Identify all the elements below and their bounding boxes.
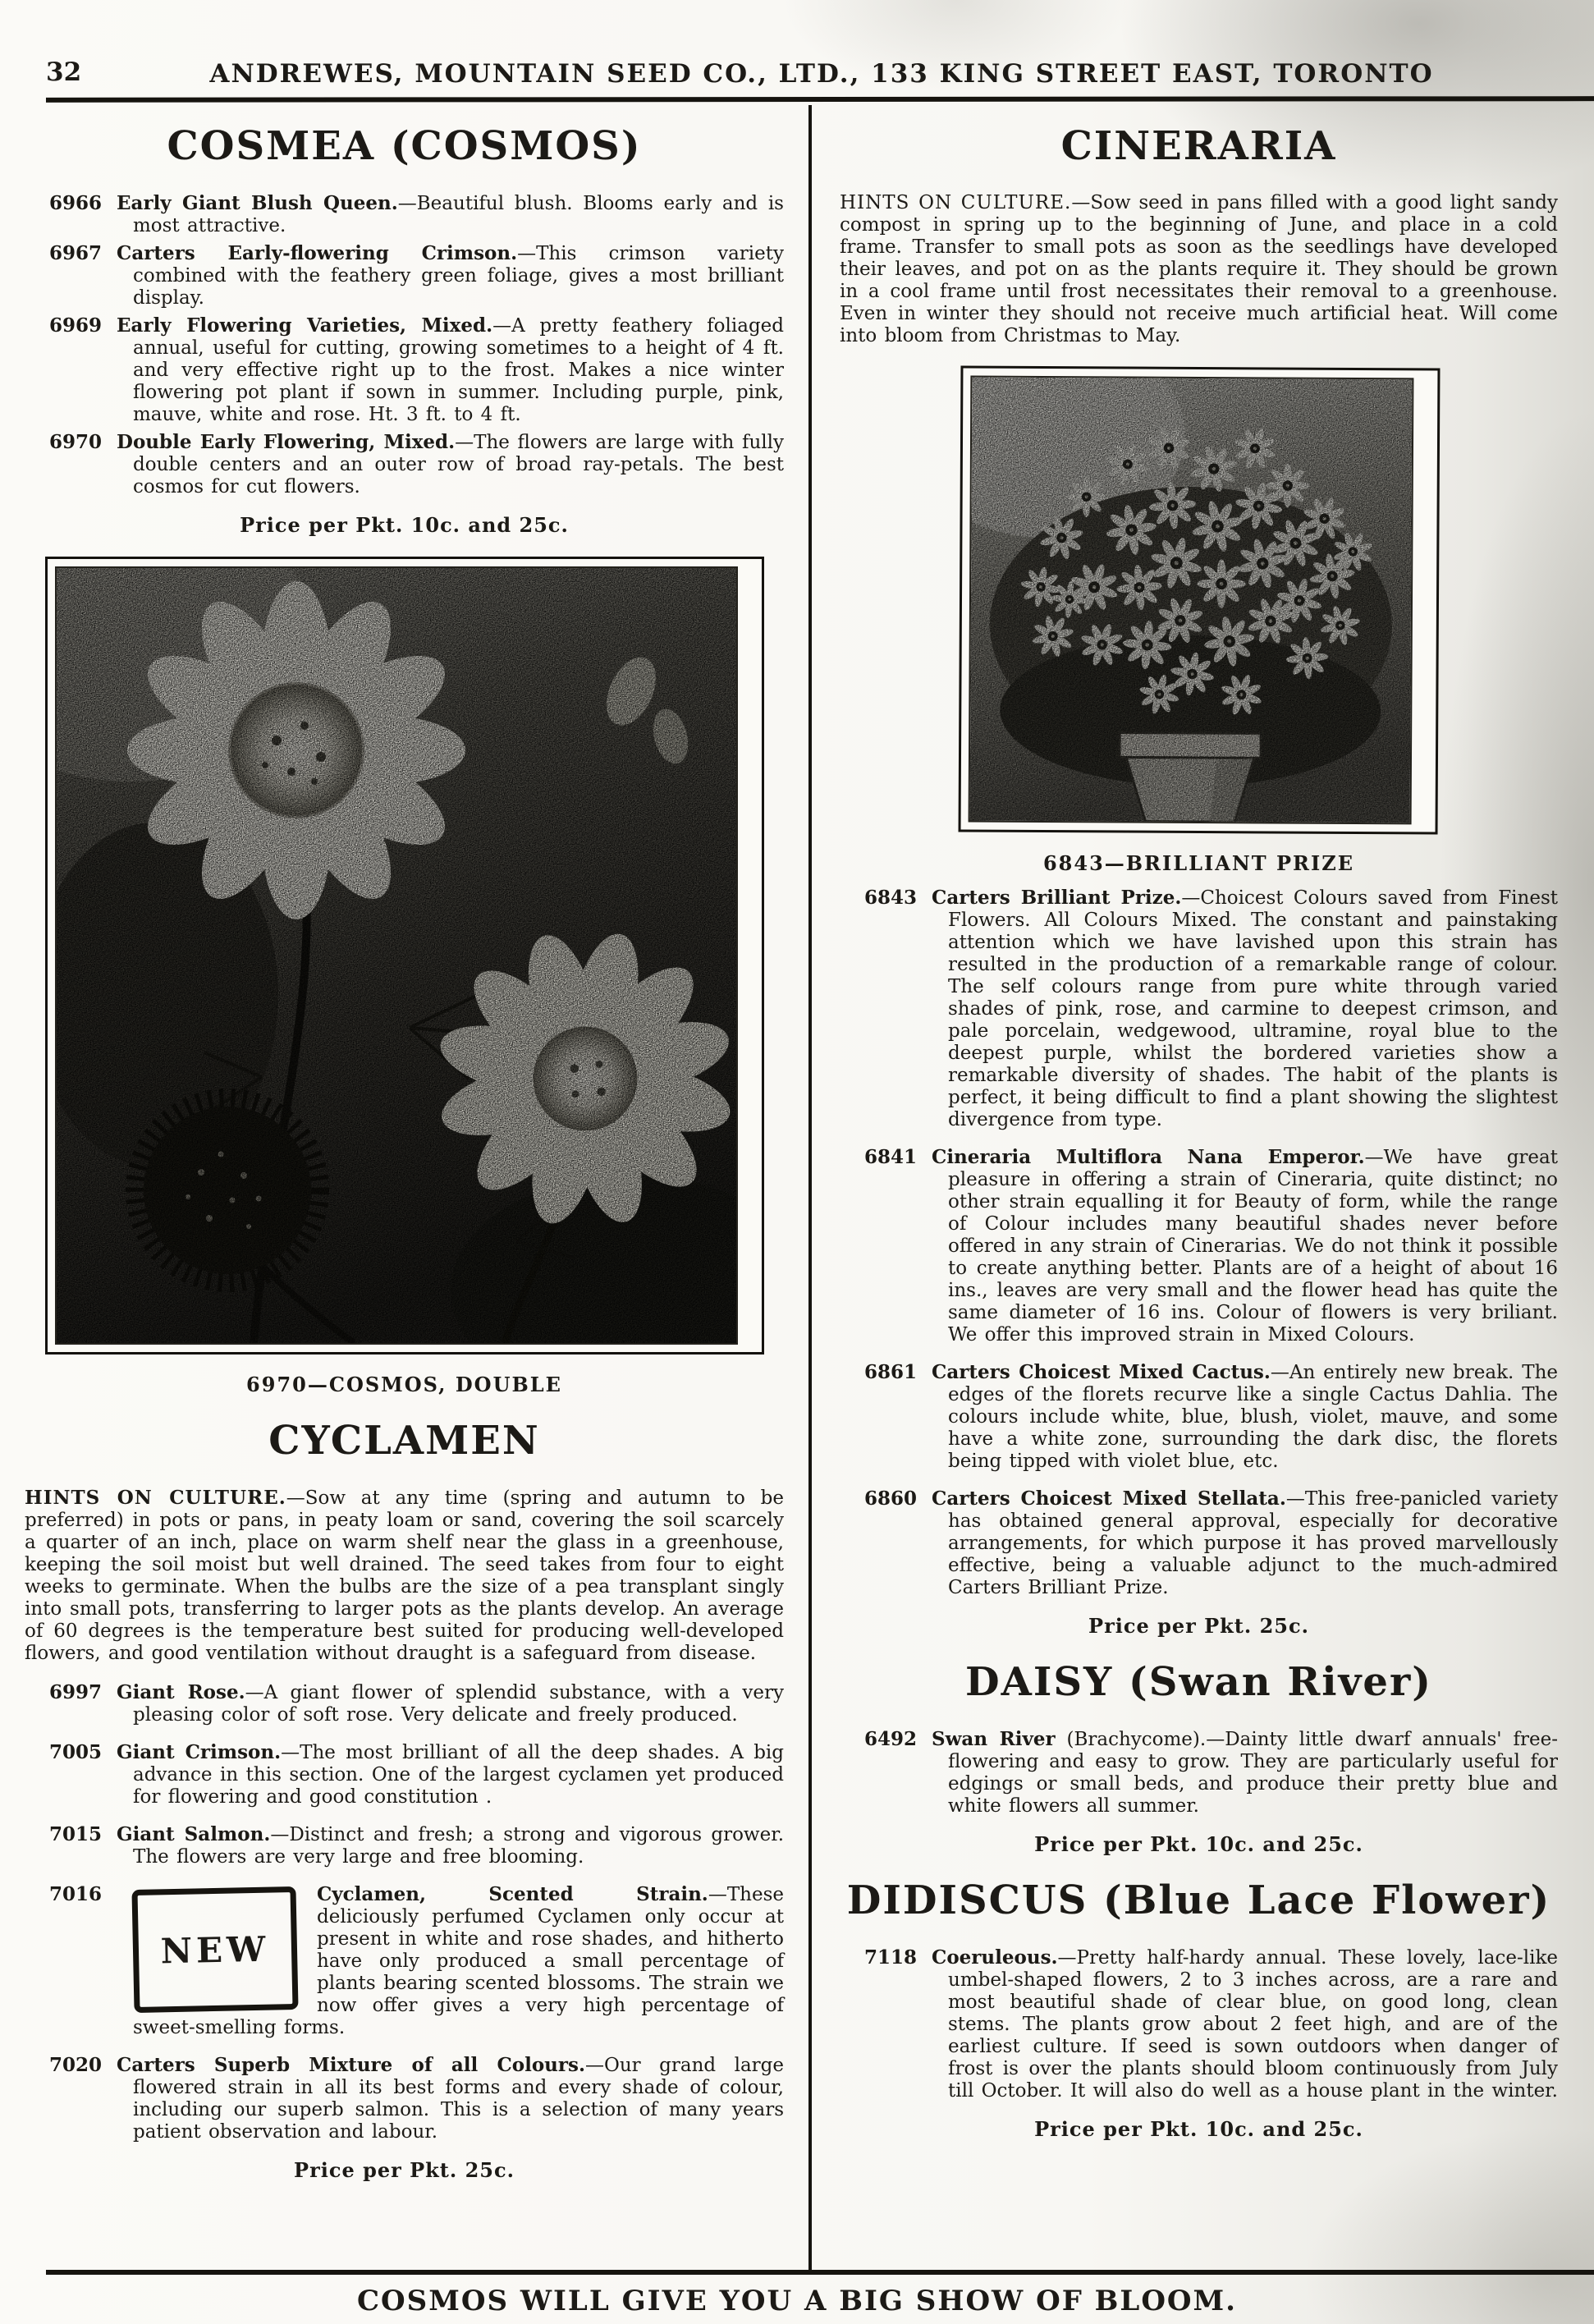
cosmos-photo <box>45 557 764 1355</box>
entry-description: —An entirely new break. The edges of the florets recurve like a single Cactus Dahlia. The colours include white, blue, blush, violet, mauve, and some have a white zone, surrounding the dark disc, the florets being tipped with violet blue, etc. <box>948 1362 1558 1472</box>
entry-number: 6861 <box>864 1361 918 1383</box>
footer-rule <box>46 2270 1594 2275</box>
entry-name: Giant Salmon. <box>117 1823 271 1845</box>
entry-name: Carters Brilliant Prize. <box>932 887 1182 909</box>
cineraria-photo-illustration <box>968 376 1413 825</box>
page-header <box>0 0 1594 97</box>
cineraria-photo <box>958 365 1440 834</box>
section-title-cineraria: CINERARIA <box>1060 123 1337 169</box>
entry-number: 7020 <box>49 2054 103 2076</box>
entry-name: Carters Choicest Mixed Cactus. <box>932 1361 1271 1383</box>
catalog-entry-6967 <box>25 242 784 309</box>
catalog-entry-6970 <box>25 431 784 498</box>
photo-caption: 6970—COSMOS, DOUBLE <box>246 1373 562 1396</box>
entry-number: 6970 <box>49 431 103 453</box>
entry-name: Double Early Flowering, Mixed. <box>117 431 456 453</box>
two-column-layout <box>0 105 1594 2270</box>
section-title-didiscus: DIDISCUS (Blue Lace Flower) <box>846 1877 1551 1923</box>
right-column <box>812 105 1594 2270</box>
photo-caption: 6843—BRILLIANT PRIZE <box>1042 851 1355 875</box>
section-title-daisy: DAISY (Swan River) <box>965 1659 1432 1705</box>
catalog-entry-6492 <box>840 1728 1558 1817</box>
entry-description: —Our grand large flowered strain in all its best forms and every shade of colour, including our superb salmon. This is a selection of many years patient observation and labour. <box>133 2055 784 2143</box>
hints-on-culture-cineraria <box>840 192 1558 347</box>
catalog-entry-6861 <box>840 1361 1558 1473</box>
catalog-entry-6841 <box>840 1146 1558 1346</box>
section-title-cyclamen: CYCLAMEN <box>268 1418 540 1464</box>
catalog-entry-7016 <box>25 1883 784 2039</box>
entry-name: Cyclamen, Scented Strain. <box>317 1883 708 1905</box>
entry-number: 7016 <box>49 1883 103 1905</box>
catalog-entry-6843 <box>840 887 1558 1131</box>
header-rule <box>46 96 1594 103</box>
entry-name: Carters Choicest Mixed Stellata. <box>932 1487 1286 1510</box>
entry-description: —A giant flower of splendid substance, with a very pleasing color of soft rose. Very delicate and freely produced. <box>133 1682 784 1726</box>
entry-description: —These deliciously perfumed Cyclamen only occur at present in white and rose shades, and hitherto have only produced a small percentage of plants bearing scented blossoms. The strain we now offer gives a very high percentage of sweet-smelling forms. <box>133 1884 784 2038</box>
entry-name: Early Flowering Varieties, Mixed. <box>117 314 493 337</box>
entry-number: 6841 <box>864 1146 918 1168</box>
entry-number: 6997 <box>49 1681 103 1703</box>
entry-description: —Distinct and fresh; a strong and vigorous grower. The flowers are very large and free blooming. <box>133 1824 784 1868</box>
page-number: 32 <box>46 57 82 87</box>
entry-description: —The most brilliant of all the deep shades. A big advance in this section. One of the largest cyclamen yet produced for flowering and good constitution . <box>133 1742 784 1808</box>
entry-name: Giant Rose. <box>117 1681 245 1703</box>
price-line: Price per Pkt. 10c. and 25c. <box>1034 2117 1363 2141</box>
hints-text: —Sow seed in pans filled with a good light sandy compost in spring up to the beginning of June, and place in a cold frame. Transfer to small pots as soon as the seedlings have developed their leaves, and pot on as the plants require it. They should be grown in a cool frame until frost necessitates their removal to a greenhouse. Even in winter they should not receive much artificial heat. Will come into bloom from Christmas to May. <box>840 192 1558 346</box>
entry-description: —Choicest Colours saved from Finest Flowers. All Colours Mixed. The constant and painstaking attention which we have lavished upon this strain has resulted in the production of a remarkable range of colour. The self colours range from pure white through varied shades of pink, rose, and carmine to deepest crimson, and pale porcelain, wedgewood, ultramine, royal blue to the deepest purple, whilst the bordered varieties show a remarkable diversity of shades. The habit of the plants is perfect, it being difficult to find a plant showing the slightest divergence from type. <box>948 887 1558 1130</box>
hints-label: HINTS ON CULTURE. <box>25 1487 286 1509</box>
entry-name: Cineraria Multiflora Nana Emperor. <box>932 1146 1365 1168</box>
entry-number: 6966 <box>49 192 103 214</box>
entry-number: 7005 <box>49 1741 103 1763</box>
entry-number: 7015 <box>49 1823 103 1845</box>
entry-name: Coeruleous. <box>932 1946 1058 1969</box>
entry-number: 6969 <box>49 314 103 337</box>
catalog-entry-6969 <box>25 314 784 426</box>
catalog-entry-7020 <box>25 2054 784 2143</box>
entry-description: —Pretty half-hardy annual. These lovely, lace-like umbel-shaped flowers, 2 to 3 inches across, are a rare and most beautiful shade of clear blue, on good long, clean stems. The plants grow about 2 feet high, and are of the earliest culture. If seed is sown outdoors when danger of frost is over the plants should bloom continuously from July till October. It will also do well as a house plant in the winter. <box>948 1947 1558 2102</box>
price-line: Price per Pkt. 25c. <box>1088 1614 1309 1638</box>
left-column <box>0 105 808 2270</box>
hints-text: —Sow at any time (spring and autumn to be preferred) in pots or pans, in peaty loam or sand, covering the soil scarcely a quarter of an inch, place on warm shelf near the glass in a greenhouse, keeping the soil moist but well drained. The seed takes from four to eight weeks to germinate. When the bulbs are the size of a pea transplant singly into small pots, transferring to larger pots as the plants develop. An average of 60 degrees is the temperature best suited for producing well-developed flowers, and good ventilation without draught is a safeguard from disease. <box>25 1487 784 1664</box>
entry-number: 7118 <box>864 1946 918 1969</box>
new-badge: NEW <box>131 1886 298 2013</box>
entry-name: Giant Crimson. <box>117 1741 282 1763</box>
footer-slogan: COSMOS WILL GIVE YOU A BIG SHOW OF BLOOM. <box>356 2285 1238 2317</box>
price-line: Price per Pkt. 25c. <box>294 2158 515 2182</box>
catalog-entry-6966 <box>25 192 784 237</box>
hints-on-culture-cyclamen <box>25 1487 784 1665</box>
entry-name: Early Giant Blush Queen. <box>117 192 398 214</box>
hints-label: HINTS ON CULTURE. <box>840 192 1072 213</box>
entry-number: 6967 <box>49 242 103 264</box>
entry-name: Swan River <box>932 1728 1056 1750</box>
entry-description: —We have great pleasure in offering a strain of Cineraria, quite distinct; no other strain equalling it for Beauty of form, while the range of Colour includes many beautiful shades never before offered in any strain of Cinerarias. We do not think it possible to create anything better. Plants are of a height of about 16 ins., leaves are very small and the flower head has quite the same diameter of 16 ins. Colour of flowers is very briliant. We offer this improved strain in Mixed Colours. <box>948 1147 1558 1345</box>
entry-description: (Brachycome).—Dainty little dwarf annuals' free-flowering and easy to grow. They are particularly useful for edgings or small beds, and produce their pretty blue and white flowers all summer. <box>948 1729 1558 1817</box>
entry-number: 6860 <box>864 1487 918 1510</box>
entry-description: —This free-panicled variety has obtained general approval, especially for decorative arrangements, for which purpose it has proved marvellously effective, being a valuable adjunct to the much-admired Carters Brilliant Prize. <box>948 1488 1558 1598</box>
entry-description: —The flowers are large with fully double centers and an outer row of broad ray-petals. The best cosmos for cut flowers. <box>133 432 784 497</box>
entry-name: Carters Early-flowering Crimson. <box>117 242 518 264</box>
entry-name: Carters Superb Mixture of all Colours. <box>117 2054 585 2076</box>
catalog-entry-7015 <box>25 1823 784 1868</box>
catalog-entry-6997 <box>25 1681 784 1726</box>
entry-number: 6492 <box>864 1728 918 1750</box>
catalog-entry-7005 <box>25 1741 784 1808</box>
section-title-cosmea: COSMEA (COSMOS) <box>167 123 642 169</box>
entry-description: —This crimson variety combined with the feathery green foliage, gives a most brilliant display. <box>133 243 784 309</box>
catalog-entry-6860 <box>840 1487 1558 1599</box>
price-line: Price per Pkt. 10c. and 25c. <box>1034 1832 1363 1856</box>
entry-number: 6843 <box>864 887 918 909</box>
price-line: Price per Pkt. 10c. and 25c. <box>240 513 569 537</box>
catalog-entry-7118 <box>840 1946 1558 2102</box>
entry-description: —A pretty feathery foliaged annual, useful for cutting, growing sometimes to a height of 4 ft. and very effective right up to the frost. Makes a nice winter flowering pot plant if sown in summer. Including purple, pink, mauve, white and rose. Ht. 3 ft. to 4 ft. <box>133 315 784 425</box>
cosmos-photo-illustration <box>55 566 738 1345</box>
header-title: ANDREWES, MOUNTAIN SEED CO., LTD., 133 KING STREET EAST, TORONTO <box>209 59 1434 89</box>
entry-description: —Beautiful blush. Blooms early and is most attractive. <box>133 193 784 236</box>
